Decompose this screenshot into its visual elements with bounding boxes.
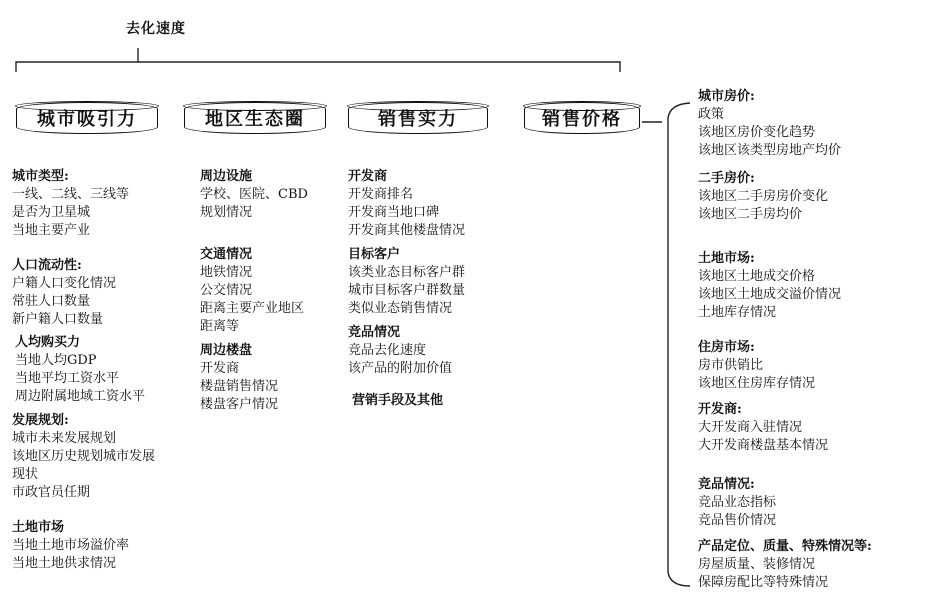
list-item: 该产品的附加价值 [348, 361, 453, 376]
list-item: 市政官员任期 [12, 485, 91, 500]
list-item: 当地土地市场溢价率 [12, 538, 130, 553]
section-heading: 营销手段及其他 [352, 393, 444, 408]
section-land-market [698, 250, 872, 322]
list-item: 该地区该类型房地产均价 [698, 143, 842, 158]
list-item: 房市供销比 [698, 358, 764, 373]
section-city-type [12, 168, 155, 240]
list-item: 开发商排名 [348, 187, 414, 202]
list-item: 该地区二手房房价变化 [698, 189, 829, 204]
list-item: 大开发商入驻情况 [698, 420, 803, 435]
section-heading: 产品定位、质量、特殊情况等: [698, 539, 872, 554]
list-item: 城市未来发展规划 [12, 431, 117, 446]
list-item: 楼盘销售情况 [200, 379, 279, 394]
category-label: 城市吸引力 [37, 109, 137, 130]
section-land-market [12, 519, 155, 573]
list-item: 规划情况 [200, 205, 253, 220]
category-city-attraction [16, 102, 158, 134]
top-brace [16, 62, 620, 72]
section-housing-market [698, 339, 872, 393]
list-item: 竞品售价情况 [698, 513, 777, 528]
list-item: 公交情况 [200, 283, 253, 298]
section-developers [698, 401, 872, 455]
list-item: 类似业态销售情况 [348, 301, 453, 316]
section-heading: 土地市场: [698, 251, 755, 266]
section-transport [200, 246, 308, 336]
section-surrounding-projects [200, 342, 308, 414]
list-item: 户籍人口变化情况 [12, 276, 117, 291]
column-sales-strength [348, 168, 465, 410]
list-item: 距离等 [200, 319, 240, 334]
list-item: 当地平均工资水平 [15, 371, 120, 386]
section-heading: 交通情况 [200, 247, 253, 262]
section-heading: 周边设施 [200, 169, 253, 184]
category-label: 地区生态圈 [205, 109, 305, 130]
list-item: 竞品去化速度 [348, 343, 427, 358]
section-marketing [348, 392, 465, 410]
section-heading: 发展规划: [12, 413, 69, 428]
list-item: 开发商 [200, 361, 240, 376]
list-item: 竞品业态指标 [698, 495, 777, 510]
section-heading: 竞品情况: [698, 477, 755, 492]
section-developer [348, 168, 465, 240]
list-item: 政策 [698, 107, 725, 122]
section-heading: 二手房价: [698, 171, 755, 186]
list-item: 该地区房价变化趋势 [698, 125, 816, 140]
list-item: 该地区二手房均价 [698, 207, 803, 222]
list-item: 开发商其他楼盘情况 [348, 223, 466, 238]
section-second-hand-price [698, 170, 872, 224]
list-item: 常驻人口数量 [12, 294, 91, 309]
list-item: 楼盘客户情况 [200, 397, 279, 412]
section-product-positioning [698, 538, 872, 592]
list-item: 是否为卫星城 [12, 205, 91, 220]
list-item: 周边附属地域工资水平 [15, 389, 146, 404]
list-item: 大开发商楼盘基本情况 [698, 438, 829, 453]
section-city-housing-price [698, 88, 872, 160]
list-item: 当地主要产业 [12, 223, 91, 238]
list-item: 土地库存情况 [698, 305, 777, 320]
list-item: 该地区土地成交溢价情况 [698, 287, 842, 302]
price-bracket-vertical [668, 103, 690, 586]
list-item: 房屋质量、装修情况 [698, 557, 816, 572]
category-regional-ecosystem [184, 102, 326, 134]
section-heading: 城市房价: [698, 89, 755, 104]
list-item: 该类业态目标客户群 [348, 265, 466, 280]
section-heading: 住房市场: [698, 340, 755, 355]
section-surrounding-facilities [200, 168, 308, 222]
list-item: 新户籍人口数量 [12, 312, 104, 327]
section-heading: 竞品情况 [348, 325, 401, 340]
section-competitors [348, 324, 465, 378]
list-item: 开发商当地口碑 [348, 205, 440, 220]
column-city-attraction [12, 168, 155, 573]
list-item: 城市目标客户群数量 [348, 283, 466, 298]
section-heading: 土地市场 [12, 520, 65, 535]
diagram-title: 去化速度 [126, 21, 186, 37]
section-heading: 人均购买力 [15, 335, 81, 350]
list-item: 学校、医院、CBD [200, 187, 308, 202]
category-label: 销售价格 [542, 109, 622, 130]
list-item: 一线、二线、三线等 [12, 187, 130, 202]
list-item: 保障房配比等特殊情况 [698, 575, 829, 590]
list-item: 该地区住房库存情况 [698, 376, 816, 391]
list-item: 当地土地供求情况 [12, 556, 117, 571]
column-regional-ecosystem [200, 168, 308, 414]
list-item: 该地区历史规划城市发展 [12, 449, 156, 464]
section-competitor-products [698, 476, 872, 530]
category-sales-price [524, 102, 640, 134]
section-heading: 开发商: [698, 402, 742, 417]
section-purchasing-power [12, 334, 155, 406]
category-sales-strength [348, 102, 488, 134]
section-development-plan [12, 412, 155, 502]
list-item: 距离主要产业地区 [200, 301, 305, 316]
section-heading: 城市类型: [12, 169, 69, 184]
list-item: 该地区土地成交价格 [698, 269, 816, 284]
column-sales-price [698, 88, 872, 592]
section-heading: 周边楼盘 [200, 343, 253, 358]
section-heading: 目标客户 [348, 247, 401, 262]
section-population-mobility [12, 257, 155, 329]
section-heading: 开发商 [348, 169, 388, 184]
list-item: 现状 [12, 467, 39, 482]
category-label: 销售实力 [378, 109, 458, 130]
section-target-customers [348, 246, 465, 318]
list-item: 地铁情况 [200, 265, 253, 280]
section-heading: 人口流动性: [12, 258, 82, 273]
list-item: 当地人均GDP [15, 353, 97, 368]
